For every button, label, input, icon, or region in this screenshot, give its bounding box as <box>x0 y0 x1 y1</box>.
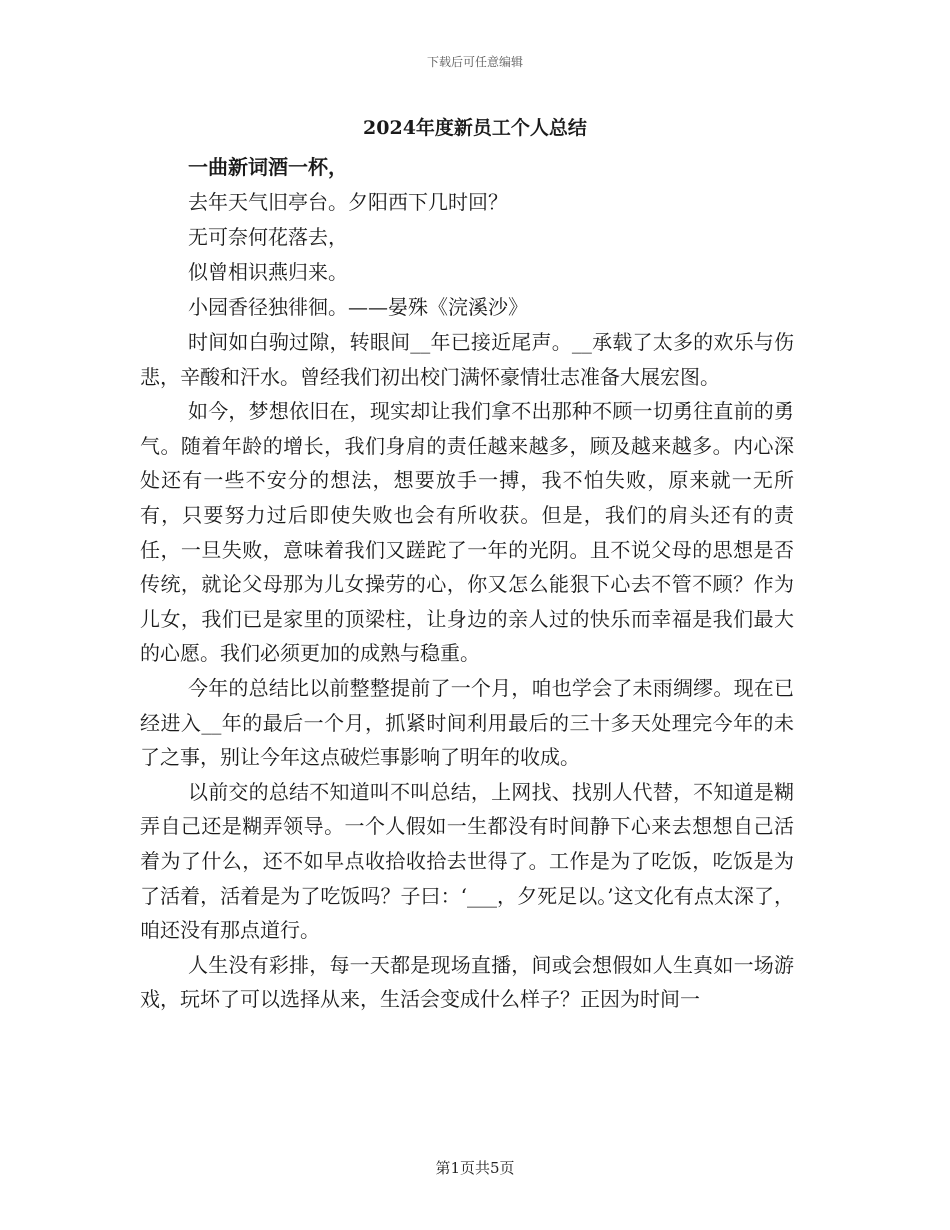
document-title: 2024年度新员工个人总结 <box>363 117 587 139</box>
poem-line: 似曾相识燕归来。 <box>188 260 348 284</box>
body-paragraph: 时间如白驹过隙，转眼间__年已接近尾声。__承载了太多的欢乐与伤悲，辛酸和汗水。曾经我们初出校门满怀豪情壮志准备大展宏图。 <box>140 330 794 389</box>
poem-heading: 一曲新词酒一杯， <box>188 155 348 179</box>
body-paragraph: 人生没有彩排，每一天都是现场直播，间或会想假如人生真如一场游戏，玩坏了可以选择从来，生活会变成什么样子？正因为时间一 <box>140 952 794 1012</box>
body-paragraph: 以前交的总结不知道叫不叫总结，上网找、找别人代替，不知道是糊弄自己还是糊弄领导。一个人假如一生都没有时间静下心来去想想自己活着为了什么，还不如早点收拾收拾去世得了。工作是为了吃饭，吃饭是为了活着，活着是为了吃饭吗？子曰：‘___，夕死足以。’这文化有点太深了，咱还没有那点道行。 <box>140 779 794 943</box>
header-note: 下载后可任意编辑 <box>426 55 523 69</box>
poem-line: 无可奈何花落去， <box>188 225 348 249</box>
poem-line: 去年天气旧亭台。夕阳西下几时回？ <box>188 190 508 214</box>
document-body <box>140 150 794 1017</box>
page-footer: 第1页共5页 <box>435 1159 515 1177</box>
body-paragraph: 今年的总结比以前整整提前了一个月，咱也学会了未雨绸缪。现在已经进入__年的最后一个月，抓紧时间利用最后的三十多天处理完今年的未了之事，别让今年这点破烂事影响了明年的收成。 <box>140 675 794 770</box>
body-paragraph: 如今，梦想依旧在，现实却让我们拿不出那种不顾一切勇往直前的勇气。随着年龄的增长，我们身肩的责任越来越多，顾及越来越多。内心深处还有一些不安分的想法，想要放手一搏，我不怕失败，原来就一无所有，只要努力过后即使失败也会有所收获。但是，我们的肩头还有的责任，一旦失败，意味着我们又蹉跎了一年的光阴。且不说父母的思想是否传统，就论父母那为儿女操劳的心，你又怎么能狠下心去不管不顾？作为儿女，我们已是家里的顶梁柱，让身边的亲人过的快乐而幸福是我们最大的心愿。我们必须更加的成熟与稳重。 <box>140 399 794 666</box>
poem-line: 小园香径独徘徊。——晏殊《浣溪沙》 <box>188 295 528 319</box>
